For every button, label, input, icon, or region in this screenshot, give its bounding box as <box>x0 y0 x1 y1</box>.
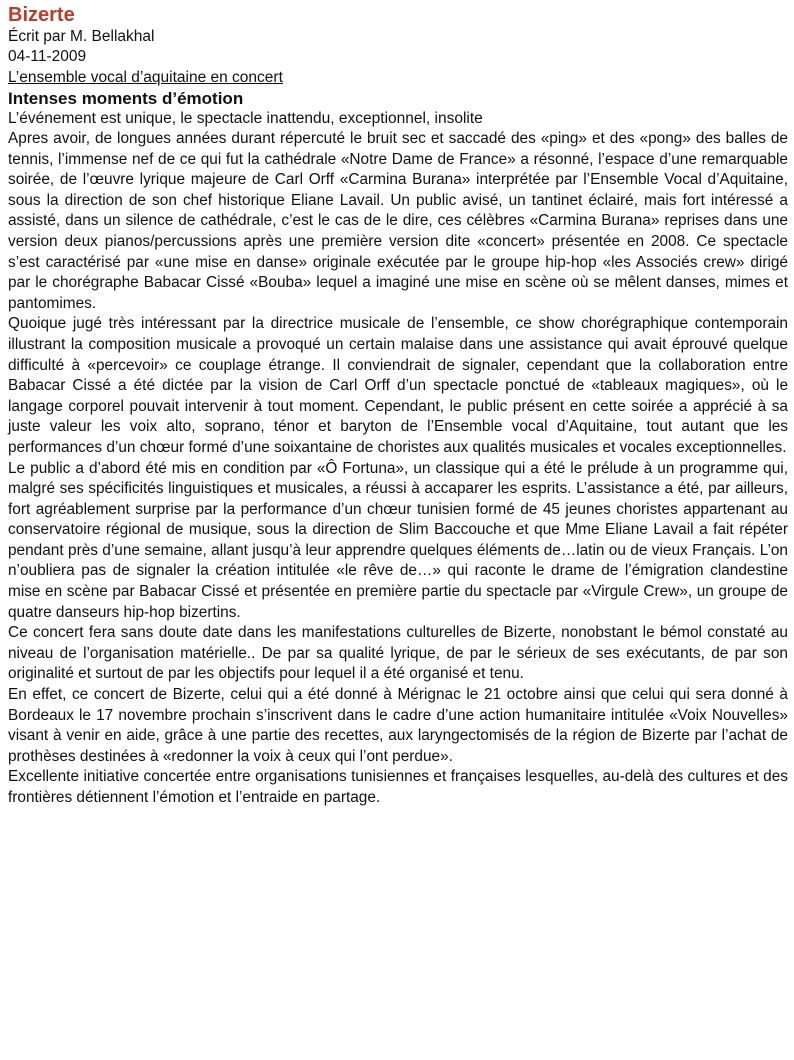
article-lead: L’événement est unique, le spectacle inattendu, exceptionnel, insolite <box>8 110 483 127</box>
article-paragraph-1: Apres avoir, de longues années durant répercuté le bruit sec et saccadé des «ping» et des «pong» des balles de tennis, l’immense nef de ce qui fut la cathédrale «Notre Dame de France» a résonné, l’espace d’une remarquable soirée, de l’œuvre lyrique majeure de Carl Orff «Carmina Burana» interprétée par l’Ensemble Vocal d’Aquitaine, sous la direction de son chef historique Eliane Lavail. Un public avisé, un tantinet éclairé, mais fort intéressé a assisté, dans un silence de cathédrale, c’est le cas de le dire, ces célèbres «Carmina Burana» reprises dans une version deux pianos/percussions après une première version dite «concert» présentée en 2008. Ce spectacle s’est caractérisé par «une mise en danse» originale exécutée par le groupe hip-hop «les Associés crew» dirigé par le chorégraphe Babacar Cissé «Bouba» lequel a imaginé une mise en scène où se mêlent danses, mimes et pantomimes. <box>8 130 788 312</box>
article-date: 04-11-2009 <box>8 48 87 65</box>
article-paragraph-5: En effet, ce concert de Bizerte, celui qui a été donné à Mérignac le 21 octobre ainsi que celui qui sera donné à Bordeaux le 17 novembre prochain s’inscrivent dans le cadre d’une action humanitaire intitulée «Voix Nouvelles» visant à venir en aide, grâce à une partie des recettes, aux laryngectomisés de la région de Bizerte par l’achat de prothèses destinées à «redonner la voix à ceux qui l’ont perdue». <box>8 686 788 765</box>
article-title: Bizerte <box>8 4 75 26</box>
article-subtitle: L’ensemble vocal d’aquitaine en concert <box>8 69 283 86</box>
article-author: Écrit par M. Bellakhal <box>8 28 155 45</box>
article-paragraph-6: Excellente initiative concertée entre organisations tunisiennes et françaises lesquelles, au-delà des cultures et des frontières détiennent l’émotion et l’entraide en partage. <box>8 768 788 806</box>
article-paragraph-4: Ce concert fera sans doute date dans les manifestations culturelles de Bizerte, nonobstant le bémol constaté au niveau de l’organisation matérielle.. De par sa qualité lyrique, de par le sérieux de ses exécutants, de par son originalité et surtout de par les objectifs pour lequel il a été organisé et tenu. <box>8 624 788 683</box>
article-paragraph-3: Le public a d’abord été mis en condition par «Ô Fortuna», un classique qui a été le prélude à un programme qui, malgré ses spécificités linguistiques et musicales, a réussi à accaparer les esprits. L’assistance a été, par ailleurs, fort agréablement surprise par la performance d’un chœur tunisien formé de 45 jeunes choristes appartenant au conservatoire régional de musique, sous la direction de Slim Baccouche et que Mme Eliane Lavail a fait répéter pendant près d’une semaine, allant jusqu’à leur apprendre quelques éléments de…latin ou de vieux Français. L’on n’oubliera pas de signaler la création intitulée «le rêve de…» qui raconte le drame de l’émigration clandestine mise en scène par Babacar Cissé et présentée en première partie du spectacle par «Virgule Crew», un groupe de quatre danseurs hip-hop bizertins. <box>8 459 788 621</box>
article-paragraph-2: Quoique jugé très intéressant par la directrice musicale de l’ensemble, ce show chorégraphique contemporain illustrant la composition musicale a provoqué un certain malaise dans une assistance qui avait éprouvé quelque difficulté à «percevoir» ce couplage étrange. Il conviendrait de signaler, cependant que la collaboration entre Babacar Cissé a été dictée par la vision de Carl Orff d’un spectacle ponctué de «tableaux magiques», où le langage corporel pouvait intervenir à tout moment. Cependant, le public présent en cette soirée a apprécié à sa juste valeur les voix alto, soprano, ténor et baryton de l’Ensemble vocal d’Aquitaine, tout autant que les performances d’un chœur formé d’une soixantaine de choristes aux qualités musicales et vocales exceptionnelles. <box>8 315 788 456</box>
article-headline: Intenses moments d’émotion <box>8 89 244 108</box>
